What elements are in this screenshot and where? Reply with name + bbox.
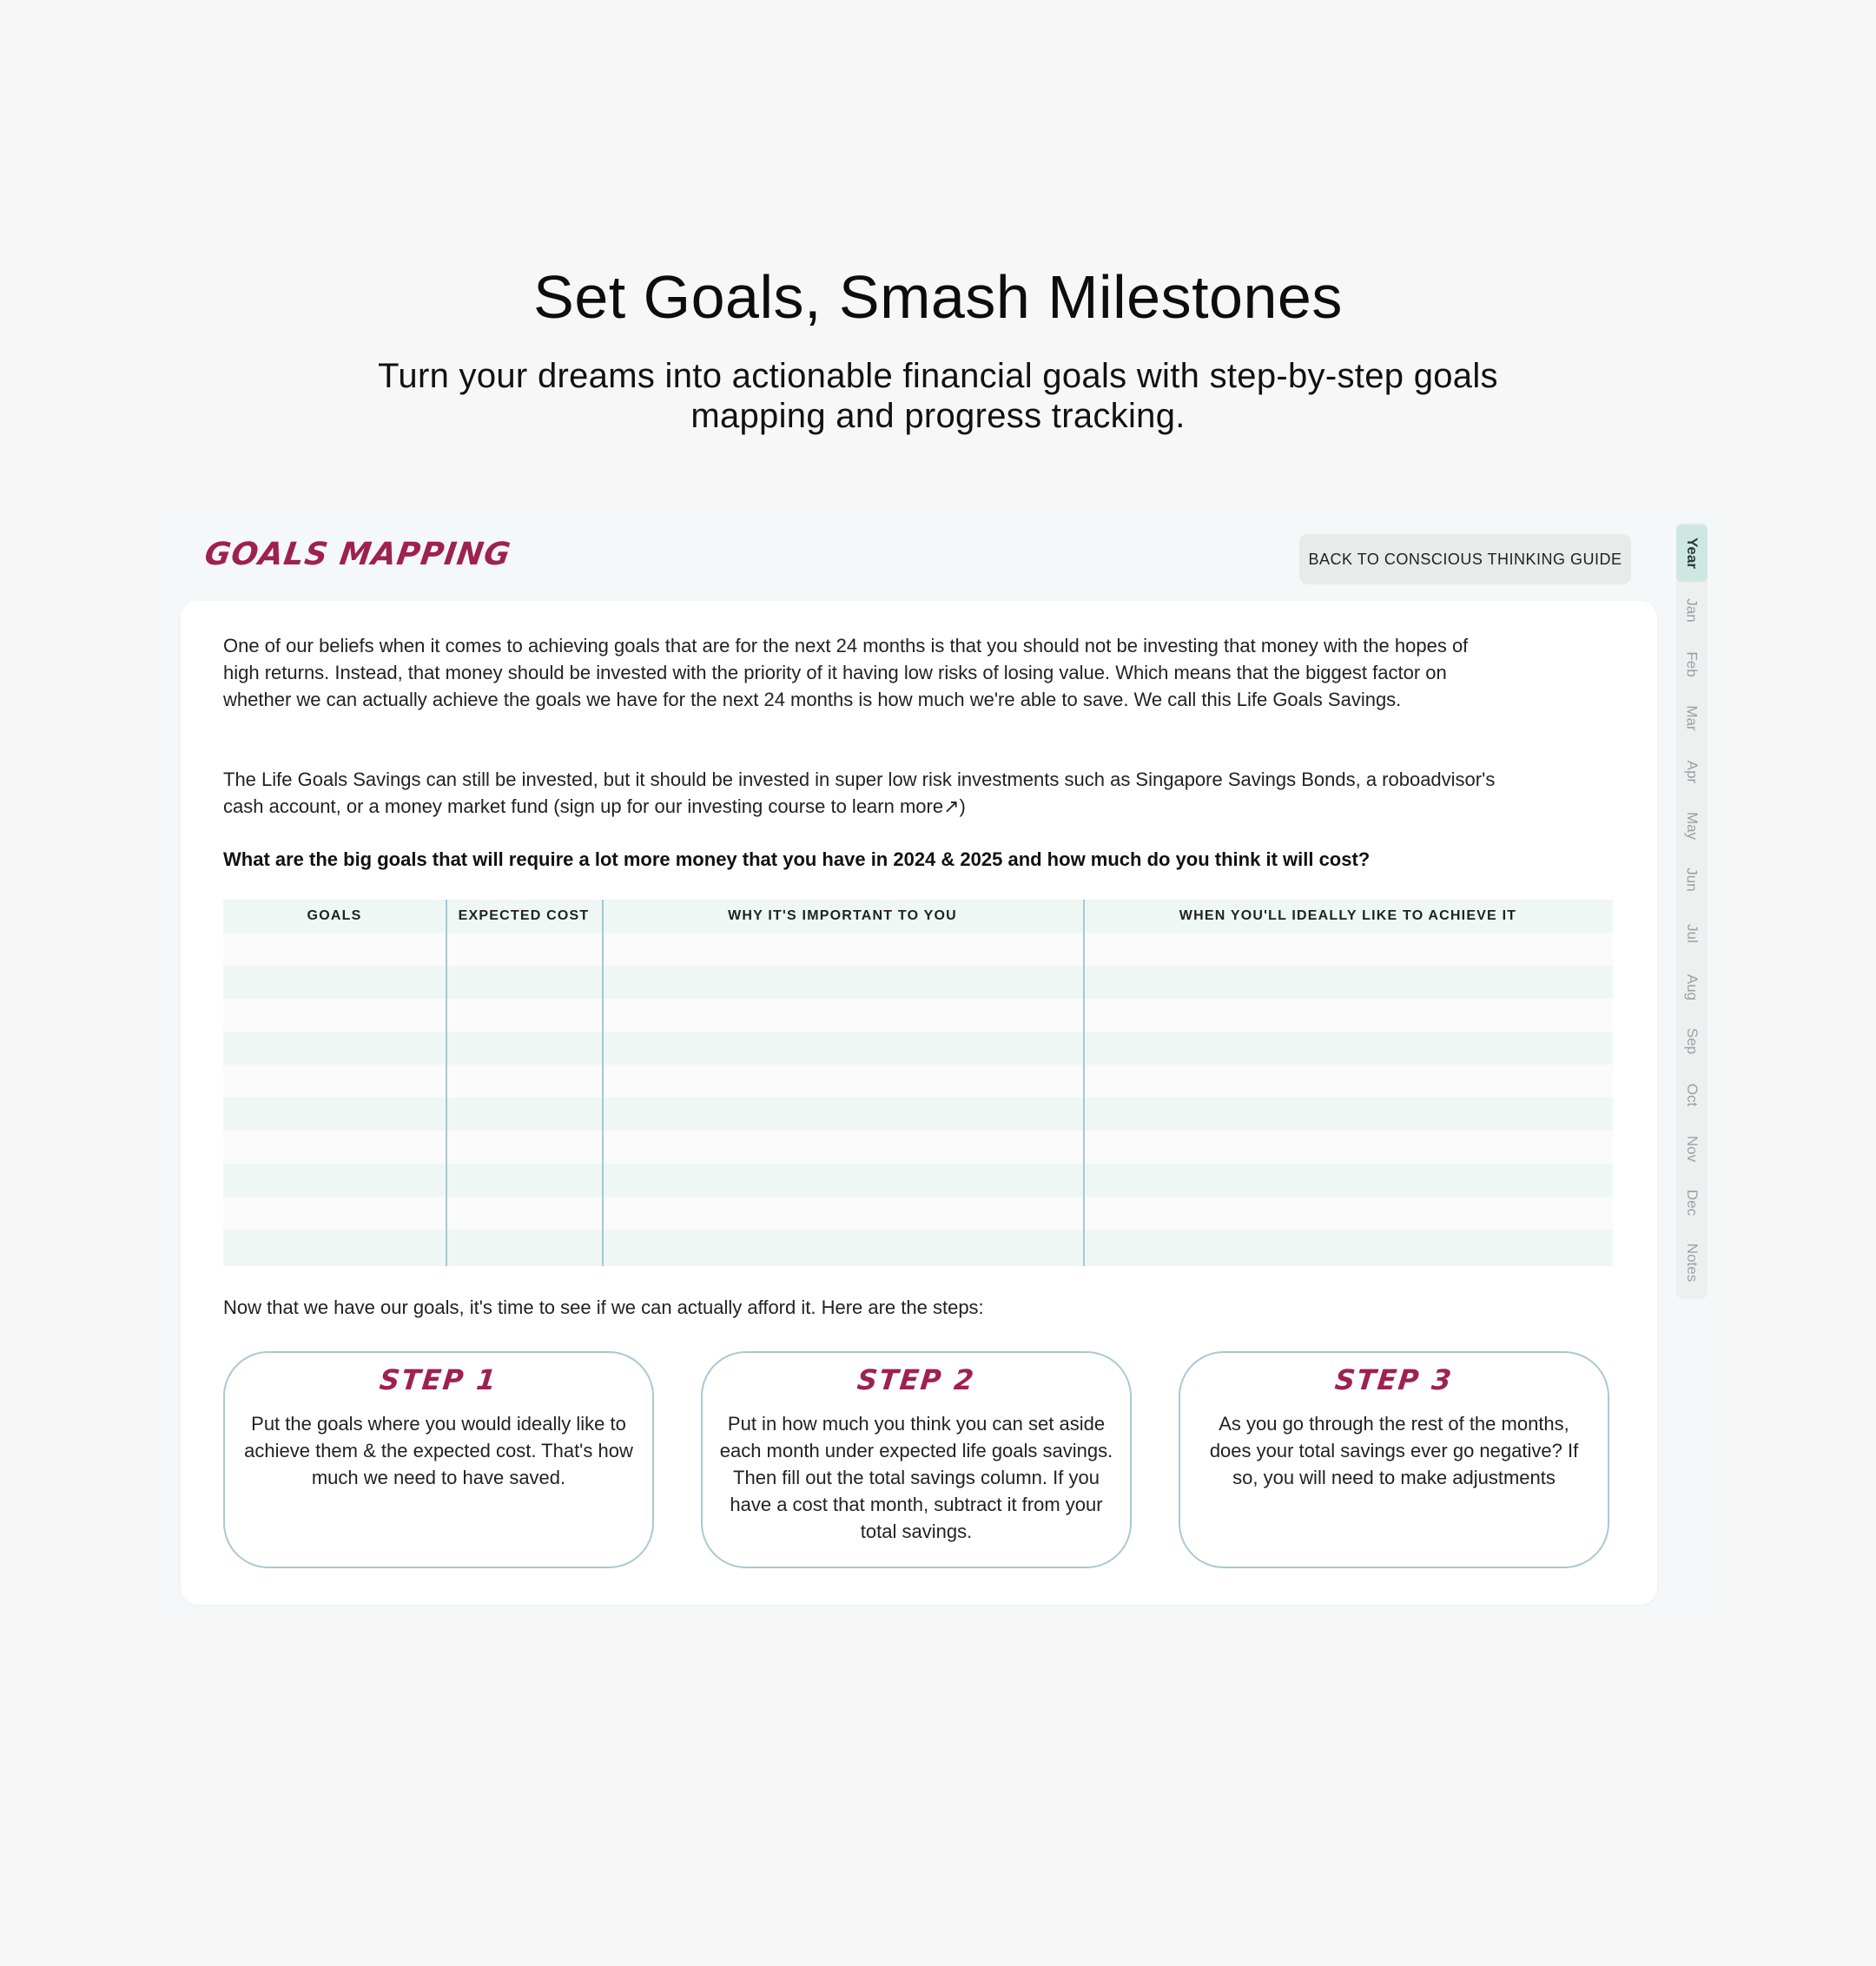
nav-item-apr[interactable]: Apr: [1684, 760, 1701, 784]
content-card: [181, 601, 1657, 1605]
table-row[interactable]: [223, 1197, 1613, 1230]
step-card-2: [701, 1351, 1132, 1568]
step-text: As you go through the rest of the months, does your total savings ever go negative? If so, you will need to make adjustments: [1209, 1413, 1579, 1488]
column-header-expected-cost: EXPECTED COST: [458, 908, 590, 923]
nav-item-jan[interactable]: Jan: [1683, 598, 1701, 623]
step-title: STEP 3: [1333, 1363, 1455, 1396]
step-title: STEP 2: [855, 1363, 977, 1396]
table-row[interactable]: [223, 933, 1613, 966]
nav-item-aug[interactable]: Aug: [1684, 973, 1701, 1001]
app-window: [156, 511, 1720, 1620]
nav-item-dec[interactable]: Dec: [1683, 1189, 1701, 1217]
nav-item-jul[interactable]: Jul: [1683, 924, 1701, 943]
step-card-1: [223, 1351, 654, 1568]
nav-item-year[interactable]: Year: [1676, 524, 1708, 582]
column-header-goals: GOALS: [307, 908, 362, 923]
nav-item-notes[interactable]: Notes: [1684, 1243, 1701, 1283]
nav-item-may[interactable]: May: [1684, 811, 1701, 841]
step-text: Put the goals where you would ideally like to achieve them & the expected cost. That's how much we need to have saved.: [244, 1413, 633, 1488]
table-row[interactable]: [223, 1131, 1613, 1164]
column-header-when: WHEN YOU'LL IDEALLY LIKE TO ACHIEVE IT: [1179, 908, 1517, 923]
nav-item-nov[interactable]: Nov: [1683, 1135, 1701, 1163]
steps-intro: Now that we have our goals, it's time to see if we can actually afford it. Here are the steps:: [223, 1296, 984, 1318]
column-divider: [446, 900, 447, 1266]
goals-mapping-title: GOALS MAPPING: [202, 537, 513, 572]
table-row[interactable]: [223, 999, 1613, 1032]
table-row[interactable]: [223, 1065, 1613, 1098]
month-side-nav: [1676, 523, 1708, 1299]
table-row[interactable]: [223, 1230, 1613, 1266]
step-title: STEP 1: [378, 1363, 499, 1396]
table-row[interactable]: [223, 966, 1613, 999]
back-to-guide-button[interactable]: BACK TO CONSCIOUS THINKING GUIDE: [1299, 534, 1631, 584]
column-header-why-important: WHY IT'S IMPORTANT TO YOU: [728, 908, 957, 923]
column-divider: [1083, 900, 1085, 1266]
page-title: Set Goals, Smash Milestones: [533, 263, 1343, 331]
page-subtitle: Turn your dreams into actionable financial goals with step-by-step goals mapping and progress tracking.: [378, 357, 1498, 435]
table-row[interactable]: [223, 1032, 1613, 1065]
step-card-3: [1179, 1351, 1609, 1568]
nav-item-mar[interactable]: Mar: [1684, 705, 1701, 731]
nav-item-sep[interactable]: Sep: [1684, 1027, 1701, 1055]
table-row[interactable]: [223, 1164, 1613, 1197]
savings-paragraph[interactable]: The Life Goals Savings can still be invested, but it should be invested in super low risk investments such as Singapore Savings Bonds, a roboadvisor's cash account, or a money market fund (sign up for our investing course to learn more↗): [223, 769, 1496, 817]
nav-item-oct[interactable]: Oct: [1683, 1083, 1701, 1107]
intro-paragraph: One of our beliefs when it comes to achieving goals that are for the next 24 months is that you should not be investing that money with the hopes of high returns. Instead, that money should be invested with the priority of it having low risks of losing value. Which means that the biggest factor on whether we can actually achieve the goals we have for the next 24 months is how much we're able to save. We call this Life Goals Savings.: [223, 635, 1469, 710]
nav-item-feb[interactable]: Feb: [1683, 651, 1701, 677]
goals-question: What are the big goals that will require a lot more money that you have in 2024 & 2025 and how much do you think it will cost?: [223, 848, 1371, 870]
step-text: Put in how much you think you can set aside each month under expected life goals savings. Then fill out the total savings column. If you have a cost that month, subtract it from your total savings.: [719, 1413, 1113, 1542]
column-divider: [602, 900, 604, 1266]
table-row[interactable]: [223, 1098, 1613, 1131]
goals-table: [223, 900, 1613, 1266]
nav-item-jun[interactable]: Jun: [1683, 868, 1701, 892]
